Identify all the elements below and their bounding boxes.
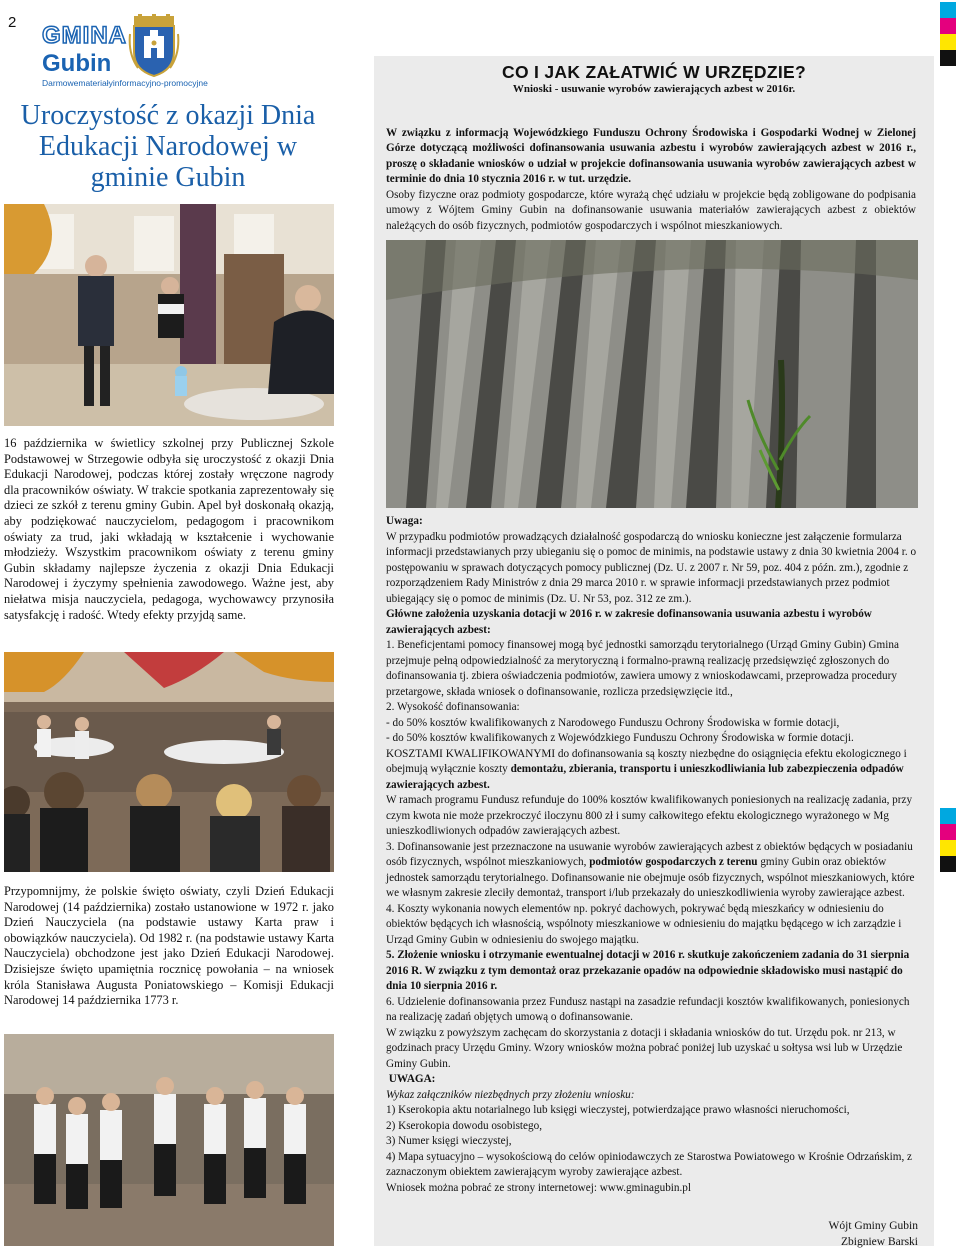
qualified-costs-text: KOSZTAMI KWALIFIKOWANYMI do dofinansowania są koszty niezbędne do osiągnięcia efektu ekologicznego i obejmują wyłącznie koszty (386, 747, 907, 775)
attachments-heading: Wykaz załączników niezbędnych przy złożeniu wniosku: (386, 1088, 635, 1101)
attachment-3: 3) Numer księgi wieczystej, (386, 1135, 512, 1147)
point-3-text: 3. Dofinansowanie jest przeznaczone na usuwanie wyrobów zawierających azbest z obiektów będących w posiadaniu osób fizycznych, wspólnot mieszkaniowych, (386, 840, 913, 868)
logo-gubin-text: Gubin (42, 50, 112, 77)
history-note: Przypomnijmy, że polskie święto oświaty, czyli Dzień Edukacji Narodowej (14 października) zostało ustanowione w 1972 r. jako Dzień Nauczyciela (na podstawie ustawy Karta praw i obowiązków nauczyciela). Od 1982 r. (na podstawie ustawy Karta Nauczyciela) obchodzone jest jako Dzień Edukacji Narodowej. Dzisiejsze święto upamiętnia rocznicę powołania – na wniosek króla Stanisława Augusta Poniatowskiego – Komisji Edukacji Narodowej 14 października 1773 r. (4, 884, 334, 1008)
uwaga-label: Uwaga: (386, 515, 423, 527)
attachment-1: 1) Kserokopia aktu notarialnego lub księgi wieczystej, potwierdzające prawo własności nieruchomości, (386, 1104, 850, 1116)
registration-mark-yellow (940, 34, 956, 50)
article-title: Uroczystość z okazji Dnia Edukacji Narodowej w gminie Gubin (20, 100, 316, 193)
registration-mark-cyan (940, 2, 956, 18)
ceremony-description: 16 października w świetlicy szkolnej przy Publicznej Szkole Podstawowej w Strzegowie odbyła się uroczystość z okazji Dnia Edukacji Narodowej, podczas której zostały wręczone nagrody dla pracowników oświaty. W trakcie spotkania zaprezentowały się dzieci ze szkół z terenu gminy Gubin. Apel był doskonałą okazją, aby podziękować nauczycielom, pedagogom i pracownikom oświaty za trud, jaki wkładają w kształcenie i wychowanie młodzieży. Wszystkim pracownikom oświaty z terenu gminy Gubin składamy najlepsze życzenia z okazji Dnia Edukacji Narodowej i życzymy spełnienia zawodowego. Ważne jest, aby niełatwa misja nauczyciela, pedagoga, wychowawcy przynosiła satysfakcję i radość. Wtedy efekty przyjdą same. (4, 436, 334, 622)
encouragement-paragraph: W związku z powyższym zachęcam do skorzystania z dotacji i składania wniosków do tut. Urzędu pok. nr 213, w godzinach pracy Urzędu Gminy. Wzory wniosków można pobrać poniżej lub uzyskać u sołtysa wsi lub w Urzędzie Gminy Gubin. (386, 1026, 903, 1070)
intro-bold-paragraph: W związku z informacją Wojewódzkiego Funduszu Ochrony Środowiska i Gospodarki Wodnej w Zielonej Górze dotyczącą możliwości dofinansowania usuwania azbestu i wyrobów zawierających azbest w 2016 r., proszę o składanie wniosków o udział w projekcie dofinansowania usuwania wyrobów zawierających azbest w terminie do dnia 10 stycznia 2016 r. w tut. urzędzie. (386, 127, 916, 185)
download-info: Wniosek można pobrać ze strony internetowej: www.gminagubin.pl (386, 1181, 691, 1194)
de-minimis-paragraph: W przypadku podmiotów prowadzących działalność gospodarczą do wniosku konieczne jest załączenie formularza informacji przedstawianych przy ubieganiu się o pomoc de minimis, na podstawie ustawy z dnia 30 kwietnia 2004 r. o postępowaniu w sprawach dotyczących pomocy publicznej (Dz. U. z 2007 r. Nr 59, poz. 404 z późn. zm.), zgodnie z rozporządzeniem Rady Ministrów z dnia 29 marca 2010 r. w sprawie informacji przedstawianych przez podmiot ubiegający się o pomoc de minimis (Dz. U. Nr 53, poz. 312 ze zm.). (386, 530, 917, 605)
main-article-body (386, 514, 918, 1196)
point-2b: - do 50% kosztów kwalifikowanych z Wojewódzkiego Funduszu Ochrony Środowiska w formie dotacji. (386, 732, 854, 744)
registration-mark-cyan (940, 808, 956, 824)
signature-title: Wójt Gminy Gubin (828, 1220, 918, 1232)
registration-mark-yellow (940, 840, 956, 856)
refund-paragraph: W ramach programu Fundusz refunduje do 100% kosztów kwalifikowanych poniesionych na realizację zadania, przy czym kwota nie może przekroczyć iloczynu 800 zł i sumy całkowitego efektu ekologicznego wyrażonego w Mg unieszkodliwionych odpadów zawierających azbest. (386, 794, 913, 837)
qualified-costs-paragraph (386, 747, 918, 794)
registration-mark-magenta (940, 824, 956, 840)
section-headline: CO I JAK ZAŁATWIĆ W URZĘDZIE? (502, 62, 806, 82)
logo-tagline: Darmowemateriałyinformacyjno-promocyjne (42, 78, 208, 88)
asbestos-roof-photo (386, 240, 918, 508)
attachment-2: 2) Kserokopia dowodu osobistego, (386, 1119, 542, 1132)
registration-mark-black (940, 50, 956, 66)
coat-of-arms-icon (128, 14, 180, 78)
point-3 (386, 840, 918, 902)
uwaga-heading: UWAGA: (386, 1073, 436, 1085)
point-5: 5. Złożenie wniosku i otrzymanie ewentualnej dotacji w 2016 r. skutkuje zakończeniem zadania do 31 sierpnia 2016 R. W związku z tym demontaż oraz przekazanie opadów na odpowiednie składowisko musi nastąpić do dnia 10 sierpnia 2016 r. (386, 949, 910, 992)
intro-paragraph: Osoby fizyczne oraz podmioty gospodarcze, które wyrażą chęć udziału w projekcie będą zobligowane do podpisania umowy z Wójtem Gminy Gubin na dofinansowanie usuwania materiałów zawierających azbest z obiektów należących do osób fizycznych, podmiotów gospodarczych i wspólnot mieszkaniowych. (386, 189, 916, 232)
registration-mark-magenta (940, 18, 956, 34)
point-4: 4. Koszty wykonania nowych elementów np. pokryć dachowych, pokrywać będą mieszkańcy w odniesieniu do obiektów będących ich własnością, wspólnoty mieszkaniowe w odniesieniu do majątku będącego w ich zarządzie i Urząd Gminy Gubin w odniesieniu do swojego majątku. (386, 902, 902, 946)
page-number: 2 (8, 14, 17, 31)
qualified-costs-bold: demontażu, zbierania, transportu i unieszkodliwiania lub zabezpieczenia odpadów zawierających azbest. (386, 763, 904, 791)
audience-photo (4, 652, 334, 872)
registration-mark-black (940, 856, 956, 872)
point-3-end: gminy Gubin oraz obiektów jednostek samorządu terytorialnego. Dofinansowanie nie obejmuje osób fizycznych, wspólnot mieszkaniowych, które we własnym zakresie zleciły demontaż, transport i/lub przekazały do unieszkodliwienia wyroby zawierające azbest. (386, 856, 915, 899)
logo-gmina-text: GMINA (42, 22, 127, 49)
main-assumptions-heading: Główne założenia uzyskania dotacji w 2016 r. w zakresie dofinansowania usuwania azbestu i wyrobów zawierających azbest: (386, 608, 872, 636)
section-subheadline: Wnioski - usuwanie wyrobów zawierających azbest w 2016r. (512, 83, 796, 95)
point-2: 2. Wysokość dofinansowania: (386, 701, 520, 713)
children-choir-photo (4, 1034, 334, 1246)
signature-name: Zbigniew Barski (841, 1236, 918, 1248)
point-3-bold: podmiotów gospodarczych z terenu (589, 856, 758, 868)
point-2a: - do 50% kosztów kwalifikowanych z Narodowego Funduszu Ochrony Środowiska w formie dotacji, (386, 716, 840, 729)
attachment-4: 4) Mapa sytuacyjno – wysokościową do celów opiniodawczych ze Starostwa Powiatowego w Krośnie Odrzańskim, z zaznaczonym obiektem zawierającym wyroby zawierające azbest. (386, 1150, 912, 1178)
point-6: 6. Udzielenie dofinansowania przez Fundusz nastąpi na zasadzie refundacji kosztów kwalifikowanych, poniesionych na realizację zadań objętych umową o dofinansowanie. (386, 995, 910, 1023)
point-1: 1. Beneficjentami pomocy finansowej mogą być jednostki samorządu terytorialnego (Urząd Gminy Gubin) Gmina przejmuje pełną odpowiedzialność za merytoryczną i formalno-prawną realizację przedsięwzięć zgłoszonych do dofinansowania tj. zbiera oświadczenia podmiotów, zawiera umowy z wnioskodawcami, przeprowadza procedury przetargowe, składa wniosek o dofinansowanie, rozlicza przedsięwzięcie itd., (386, 639, 899, 698)
ceremony-photo (4, 204, 334, 426)
signature-block (700, 1218, 918, 1250)
